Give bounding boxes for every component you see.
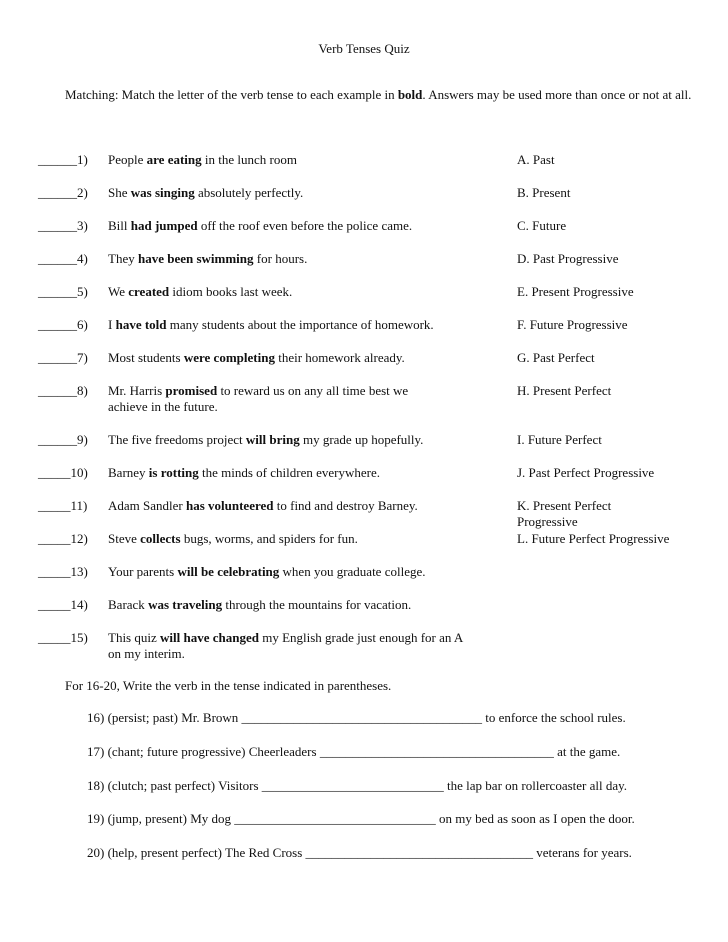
instructions-text: Matching: Match the letter of the verb tense to each example in xyxy=(65,87,398,102)
answer-blank[interactable]: ______2) xyxy=(38,185,88,200)
answer-blank[interactable]: ______1) xyxy=(38,152,88,167)
matching-instructions xyxy=(65,86,695,104)
question-text: This quiz will have changed my English grade just enough for an A on my interim. xyxy=(108,630,463,661)
question-text: Steve collects bugs, worms, and spiders for fun. xyxy=(108,531,358,546)
fill-in-18[interactable]: 18) (clutch; past perfect) Visitors ____________________________ the lap bar on rollercoaster all day. xyxy=(87,778,628,793)
question-text: The five freedoms project will bring my grade up hopefully. xyxy=(108,432,424,447)
question-text: Barack was traveling through the mountains for vacation. xyxy=(108,597,412,612)
question-text: Most students were completing their homework already. xyxy=(108,350,405,365)
page-title: Verb Tenses Quiz xyxy=(318,41,410,56)
answer-choice-f: F. Future Progressive xyxy=(517,317,628,332)
question-text: Adam Sandler has volunteered to find and destroy Barney. xyxy=(108,498,418,513)
fill-in-19[interactable]: 19) (jump, present) My dog _______________________________ on my bed as soon as I open the door. xyxy=(87,811,635,826)
answer-choice-c: C. Future xyxy=(517,218,567,233)
question-text: I have told many students about the importance of homework. xyxy=(108,317,434,332)
question-text: They have been swimming for hours. xyxy=(108,251,308,266)
question-text: Bill had jumped off the roof even before the police came. xyxy=(108,218,413,233)
answer-choice-l: L. Future Perfect Progressive xyxy=(517,531,670,546)
instructions-text-end: . Answers may be used more than once or not at all. xyxy=(422,87,692,102)
answer-blank[interactable]: ______6) xyxy=(38,317,88,332)
answer-blank[interactable]: ______7) xyxy=(38,350,88,365)
answer-blank[interactable]: _____10) xyxy=(38,465,88,480)
answer-choice-e: E. Present Progressive xyxy=(517,284,634,299)
answer-choice-h: H. Present Perfect xyxy=(517,383,612,398)
fill-in-17[interactable]: 17) (chant; future progressive) Cheerleaders ____________________________________ at the game. xyxy=(87,744,621,759)
answer-choice-j: J. Past Perfect Progressive xyxy=(517,465,655,480)
answer-blank[interactable]: ______8) xyxy=(38,383,88,398)
answer-choice-g: G. Past Perfect xyxy=(517,350,595,365)
instructions-bold: bold xyxy=(397,87,423,102)
answer-blank[interactable]: _____15) xyxy=(38,630,88,645)
answer-choice-b: B. Present xyxy=(517,185,571,200)
answer-blank[interactable]: _____13) xyxy=(38,564,88,579)
question-text: She was singing absolutely perfectly. xyxy=(108,185,304,200)
answer-blank[interactable]: _____14) xyxy=(38,597,88,612)
question-text: Barney is rotting the minds of children everywhere. xyxy=(108,465,380,480)
answer-blank[interactable]: _____11) xyxy=(38,498,88,513)
question-text: People are eating in the lunch room xyxy=(108,152,297,167)
question-text: Your parents will be celebrating when you graduate college. xyxy=(108,564,426,579)
answer-choice-a: A. Past xyxy=(517,152,555,167)
answer-blank[interactable]: ______4) xyxy=(38,251,88,266)
answer-choice-k: K. Present Perfect Progressive xyxy=(517,498,612,529)
answer-blank[interactable]: ______5) xyxy=(38,284,88,299)
answer-blank[interactable]: _____12) xyxy=(38,531,88,546)
part2-instructions: For 16-20, Write the verb in the tense indicated in parentheses. xyxy=(65,678,392,693)
question-text: Mr. Harris promised to reward us on any all time best we achieve in the future. xyxy=(108,383,409,414)
answer-blank[interactable]: ______9) xyxy=(38,432,88,447)
fill-in-16[interactable]: 16) (persist; past) Mr. Brown _____________________________________ to enforce the school rules. xyxy=(87,710,626,725)
answer-blank[interactable]: ______3) xyxy=(38,218,88,233)
answer-choice-d: D. Past Progressive xyxy=(517,251,619,266)
question-text: We created idiom books last week. xyxy=(108,284,293,299)
answer-choice-i: I. Future Perfect xyxy=(517,432,602,447)
fill-in-20[interactable]: 20) (help, present perfect) The Red Cross ___________________________________ veterans for years. xyxy=(87,845,632,860)
